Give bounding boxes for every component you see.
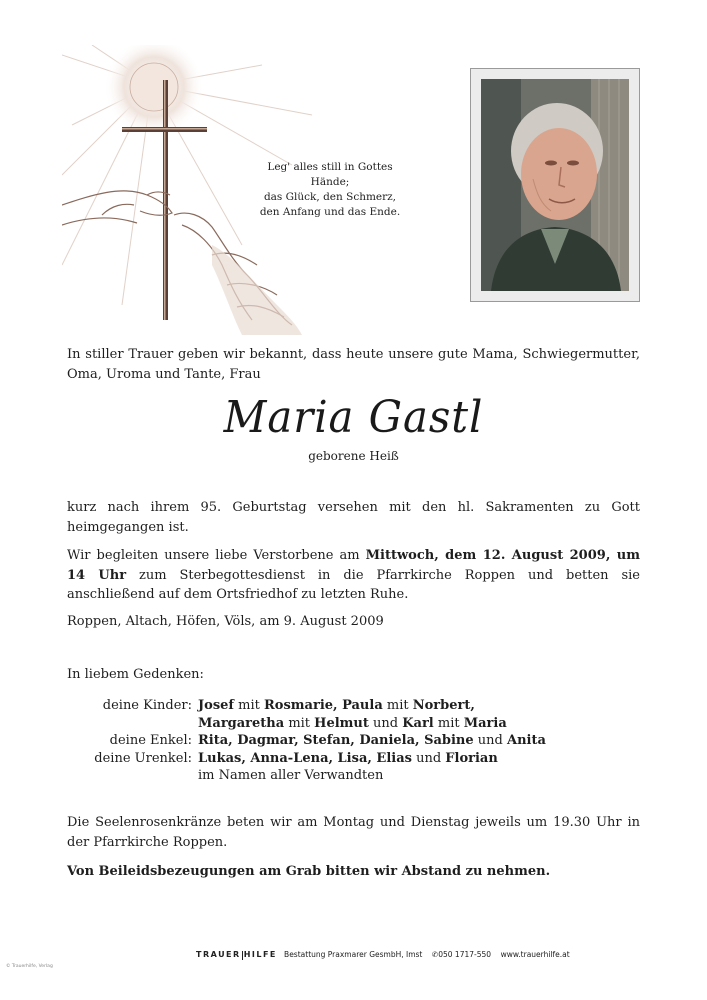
website-link[interactable]: www.trauerhilfe.at <box>500 950 570 959</box>
family-list <box>67 697 546 785</box>
role-label: deine Enkel: <box>109 733 192 748</box>
watermark: © Trauerhilfe, Verlag <box>6 964 53 969</box>
family-row-children-cont <box>67 715 546 733</box>
brand-logo-left: TRAUER <box>196 950 241 959</box>
condolence-note: Von Beileidsbezeugungen am Grab bitten wir Abstand zu nehmen. <box>67 864 551 879</box>
reaching-hand-left <box>62 191 172 225</box>
poem-line: das Glück, den Schmerz, <box>263 191 397 203</box>
funeral-text-before: Wir begleiten unsere liebe Verstorbene am <box>67 548 366 563</box>
passing-text: kurz nach ihrem 95. Geburtstag versehen mit den hl. Sakramenten zu Gott heimgegangen ist. <box>67 500 640 535</box>
company-name: Bestattung Praxmarer GesmbH, Imst <box>284 950 423 959</box>
memory-heading: In liebem Gedenken: <box>67 667 204 682</box>
funeral-text <box>67 546 640 605</box>
intro-text: In stiller Trauer geben wir bekannt, dass heute unsere gute Mama, Schwiegermutter, Oma, Uroma und Tante, Frau <box>67 347 640 382</box>
brand-logo-right: HILFE <box>243 950 277 959</box>
brand-divider <box>242 951 243 960</box>
photo-frame <box>470 68 640 302</box>
footer <box>196 950 570 960</box>
rosary-text: Die Seelenrosenkränze beten wir am Montag und Dienstag jeweils um 19.30 Uhr in der Pfarrkirche Roppen. <box>67 815 640 850</box>
poem-line: Leg' alles still in Gottes Hände; <box>267 161 393 188</box>
role-label: deine Urenkel: <box>94 750 192 766</box>
family-row-grandchildren <box>67 732 546 750</box>
poem-line: den Anfang und das Ende. <box>259 206 401 218</box>
phone-number: 050 1717-550 <box>438 950 492 959</box>
family-row-relatives <box>67 767 546 785</box>
funeral-date: Mittwoch, dem 12. August 2009, um 14 Uhr <box>67 548 640 583</box>
deceased-name: Maria Gastl <box>223 392 484 443</box>
funeral-text-after: zum Sterbegottesdienst in die Pfarrkirche Roppen und betten sie anschließend auf dem Ortsfriedhof zu letzten Ruhe. <box>67 567 640 602</box>
relatives-text: im Namen aller Verwandten <box>198 768 384 783</box>
birth-name: geborene Heiß <box>308 449 399 463</box>
place-date: Roppen, Altach, Höfen, Völs, am 9. August 2009 <box>67 614 384 629</box>
family-names: Rita, Dagmar, Stefan, Daniela, Sabine und Anita <box>198 733 546 748</box>
poem <box>250 160 410 220</box>
family-row-greatgrandchildren <box>67 750 546 768</box>
portrait-photo-icon <box>481 79 629 291</box>
family-row-children <box>67 697 546 715</box>
phone-icon: ✆ <box>431 950 439 959</box>
family-names: Margaretha mit Helmut und Karl mit Maria <box>198 715 507 731</box>
role-label: deine Kinder: <box>102 698 192 713</box>
family-names: Josef mit Rosmarie, Paula mit Norbert, <box>198 698 475 713</box>
family-names: Lukas, Anna-Lena, Lisa, Elias und Florian <box>198 750 498 766</box>
